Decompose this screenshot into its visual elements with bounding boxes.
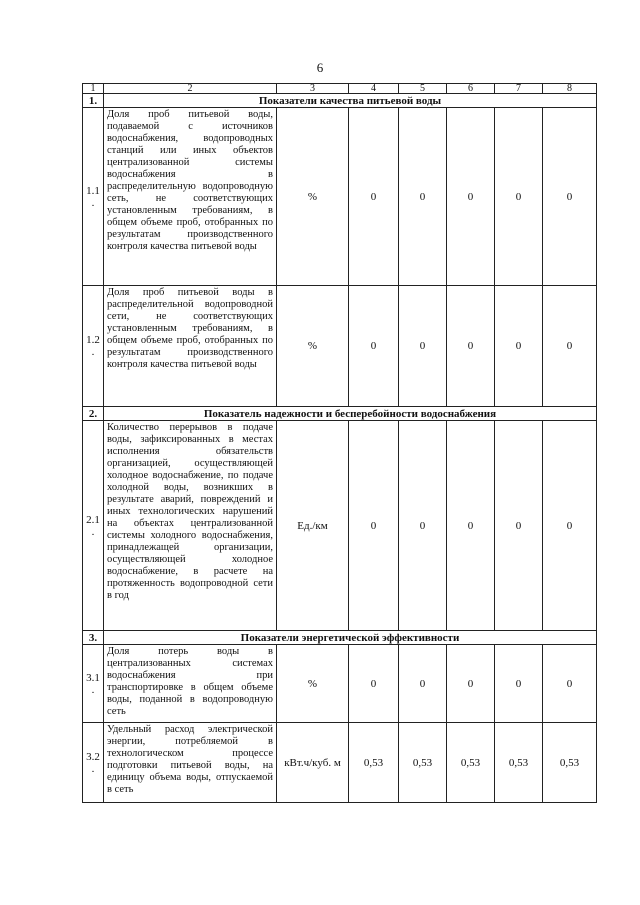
row-value: 0 <box>349 286 399 407</box>
row-value: 0 <box>447 286 495 407</box>
section-number: 3. <box>83 631 104 645</box>
section-header-row <box>83 631 597 645</box>
column-number: 1 <box>83 84 104 94</box>
row-unit: Ед./км <box>277 421 349 631</box>
column-number: 4 <box>349 84 399 94</box>
table-row <box>83 108 597 286</box>
row-value: 0 <box>495 108 543 286</box>
row-description: Удельный расход электрической энергии, потребляемой в технологическом процессе подготовки питьевой воды, на единицу объема воды, отпускаемой в сеть <box>104 723 277 803</box>
column-number: 8 <box>543 84 597 94</box>
column-number: 2 <box>104 84 277 94</box>
row-number: 1.1 . <box>83 108 104 286</box>
row-value: 0 <box>447 421 495 631</box>
column-number: 3 <box>277 84 349 94</box>
section-header-row <box>83 94 597 108</box>
row-value: 0,53 <box>447 723 495 803</box>
row-unit: % <box>277 645 349 723</box>
section-number: 2. <box>83 407 104 421</box>
section-title: Показатели качества питьевой воды <box>104 94 597 108</box>
row-value: 0 <box>399 108 447 286</box>
row-number: 3.1 . <box>83 645 104 723</box>
row-unit: кВт.ч/куб. м <box>277 723 349 803</box>
row-value: 0 <box>495 645 543 723</box>
row-description: Количество перерывов в подаче воды, зафиксированных в местах исполнения обязательств организацией, осуществляющей холодное водоснабжение, по подаче холодной воды, возникших в результате аварий, повреждений и иных технологических нарушений на объектах централизованной системы холодного водоснабжения, принадлежащей организации, осуществляющей холодное водоснабжение, в расчете на протяженность водопроводной сети в год <box>104 421 277 631</box>
row-value: 0 <box>399 286 447 407</box>
row-number: 2.1 . <box>83 421 104 631</box>
table-row <box>83 421 597 631</box>
row-value: 0 <box>495 286 543 407</box>
table-row <box>83 723 597 803</box>
row-value: 0,53 <box>495 723 543 803</box>
row-value: 0 <box>349 421 399 631</box>
row-description: Доля проб питьевой воды в распределительной водопроводной сети, не соответствующих установленным требованиям, в общем объеме проб, отобранных по результатам производственного контроля качества питьевой воды <box>104 286 277 407</box>
section-number: 1. <box>83 94 104 108</box>
row-value: 0,53 <box>543 723 597 803</box>
row-value: 0 <box>447 108 495 286</box>
row-value: 0 <box>543 108 597 286</box>
indicators-table <box>82 83 597 803</box>
row-unit: % <box>277 108 349 286</box>
row-value: 0 <box>495 421 543 631</box>
row-description: Доля потерь воды в централизованных системах водоснабжения при транспортировке в общем объеме воды, поданной в водопроводную сеть <box>104 645 277 723</box>
section-title: Показатель надежности и бесперебойности водоснабжения <box>104 407 597 421</box>
row-value: 0 <box>543 286 597 407</box>
row-value: 0 <box>399 645 447 723</box>
column-number: 6 <box>447 84 495 94</box>
row-number: 1.2 . <box>83 286 104 407</box>
row-number: 3.2 . <box>83 723 104 803</box>
row-value: 0 <box>399 421 447 631</box>
table-row <box>83 645 597 723</box>
column-number-row <box>83 84 597 94</box>
row-value: 0 <box>349 108 399 286</box>
column-number: 5 <box>399 84 447 94</box>
row-value: 0,53 <box>349 723 399 803</box>
section-header-row <box>83 407 597 421</box>
column-number: 7 <box>495 84 543 94</box>
table-row <box>83 286 597 407</box>
row-unit: % <box>277 286 349 407</box>
row-description: Доля проб питьевой воды, подаваемой с источников водоснабжения, водопроводных станций или иных объектов централизованной системы водоснабжения в распределительную водопроводную сеть, не соответствующих установленным требованиям, в общем объеме проб, отобранных по результатам производственного контроля качества питьевой воды <box>104 108 277 286</box>
row-value: 0 <box>543 645 597 723</box>
page-number: 6 <box>316 60 324 75</box>
row-value: 0 <box>349 645 399 723</box>
row-value: 0 <box>447 645 495 723</box>
section-title: Показатели энергетической эффективности <box>104 631 597 645</box>
row-value: 0,53 <box>399 723 447 803</box>
row-value: 0 <box>543 421 597 631</box>
